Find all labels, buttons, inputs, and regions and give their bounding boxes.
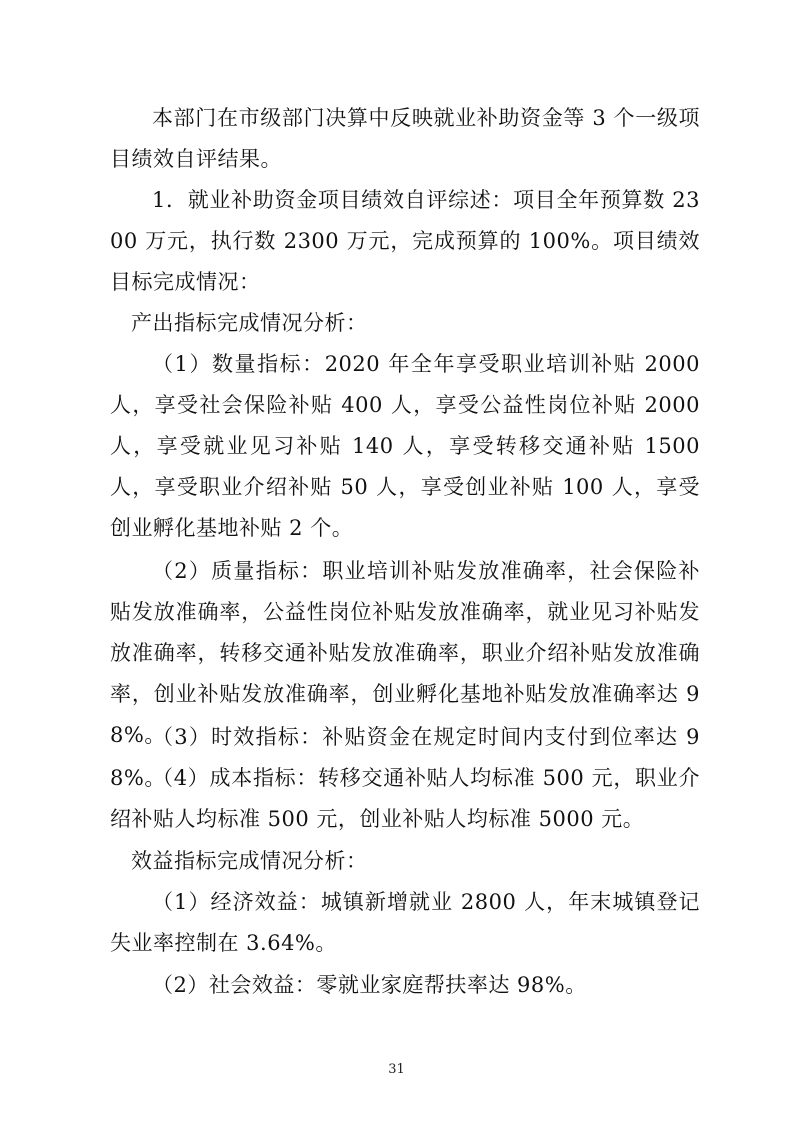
paragraph-cost-indicator: （4）成本指标：转移交通补贴人均标准 500 元，职业介绍补贴人均标准 500 元，创业补贴人均标准 5000 元。 bbox=[110, 766, 700, 831]
paragraph-benefit-heading: 效益指标完成情况分析： bbox=[131, 849, 368, 873]
paragraph-quality-indicator: （2）质量指标：职业培训补贴发放准确率，社会保险补贴发放准确率，公益性岗位补贴发放准确率，就业见习补贴发放准确率，转移交通补贴发放准确率，职业介绍补贴发放准确率，创业补贴发放准确率，创业孵化基地补贴发放准确率达 98%。 bbox=[110, 559, 700, 747]
paragraph-quantity-indicator: （1）数量指标：2020 年全年享受职业培训补贴 2000 人，享受社会保险补贴 400 人，享受公益性岗位补贴 2000 人，享受就业见习补贴 140 人，享受转移交通补贴 1500 人，享受职业介绍补贴 50 人，享受创业补贴 100 人，享受创业孵化基地补贴 2 个。 bbox=[110, 352, 700, 540]
paragraph-economic-benefit: （1）经济效益：城镇新增就业 2800 人，年末城镇登记失业率控制在 3.64%。 bbox=[110, 890, 700, 955]
paragraph-social-benefit: （2）社会效益：零就业家庭帮扶率达 98%。 bbox=[152, 973, 587, 997]
paragraph-project-summary: 1．就业补助资金项目绩效自评综述：项目全年预算数 2300 万元，执行数 2300 万元，完成预算的 100%。项目绩效目标完成情况： bbox=[110, 188, 700, 294]
page-number: 31 bbox=[388, 1062, 405, 1077]
paragraph-timeliness-indicator: （3）时效指标：补贴资金在规定时间内支付到位率达 98%。 bbox=[110, 725, 700, 790]
paragraph-intro: 本部门在市级部门决算中反映就业补助资金等 3 个一级项目绩效自评结果。 bbox=[110, 106, 700, 171]
paragraph-output-heading: 产出指标完成情况分析： bbox=[131, 311, 368, 335]
